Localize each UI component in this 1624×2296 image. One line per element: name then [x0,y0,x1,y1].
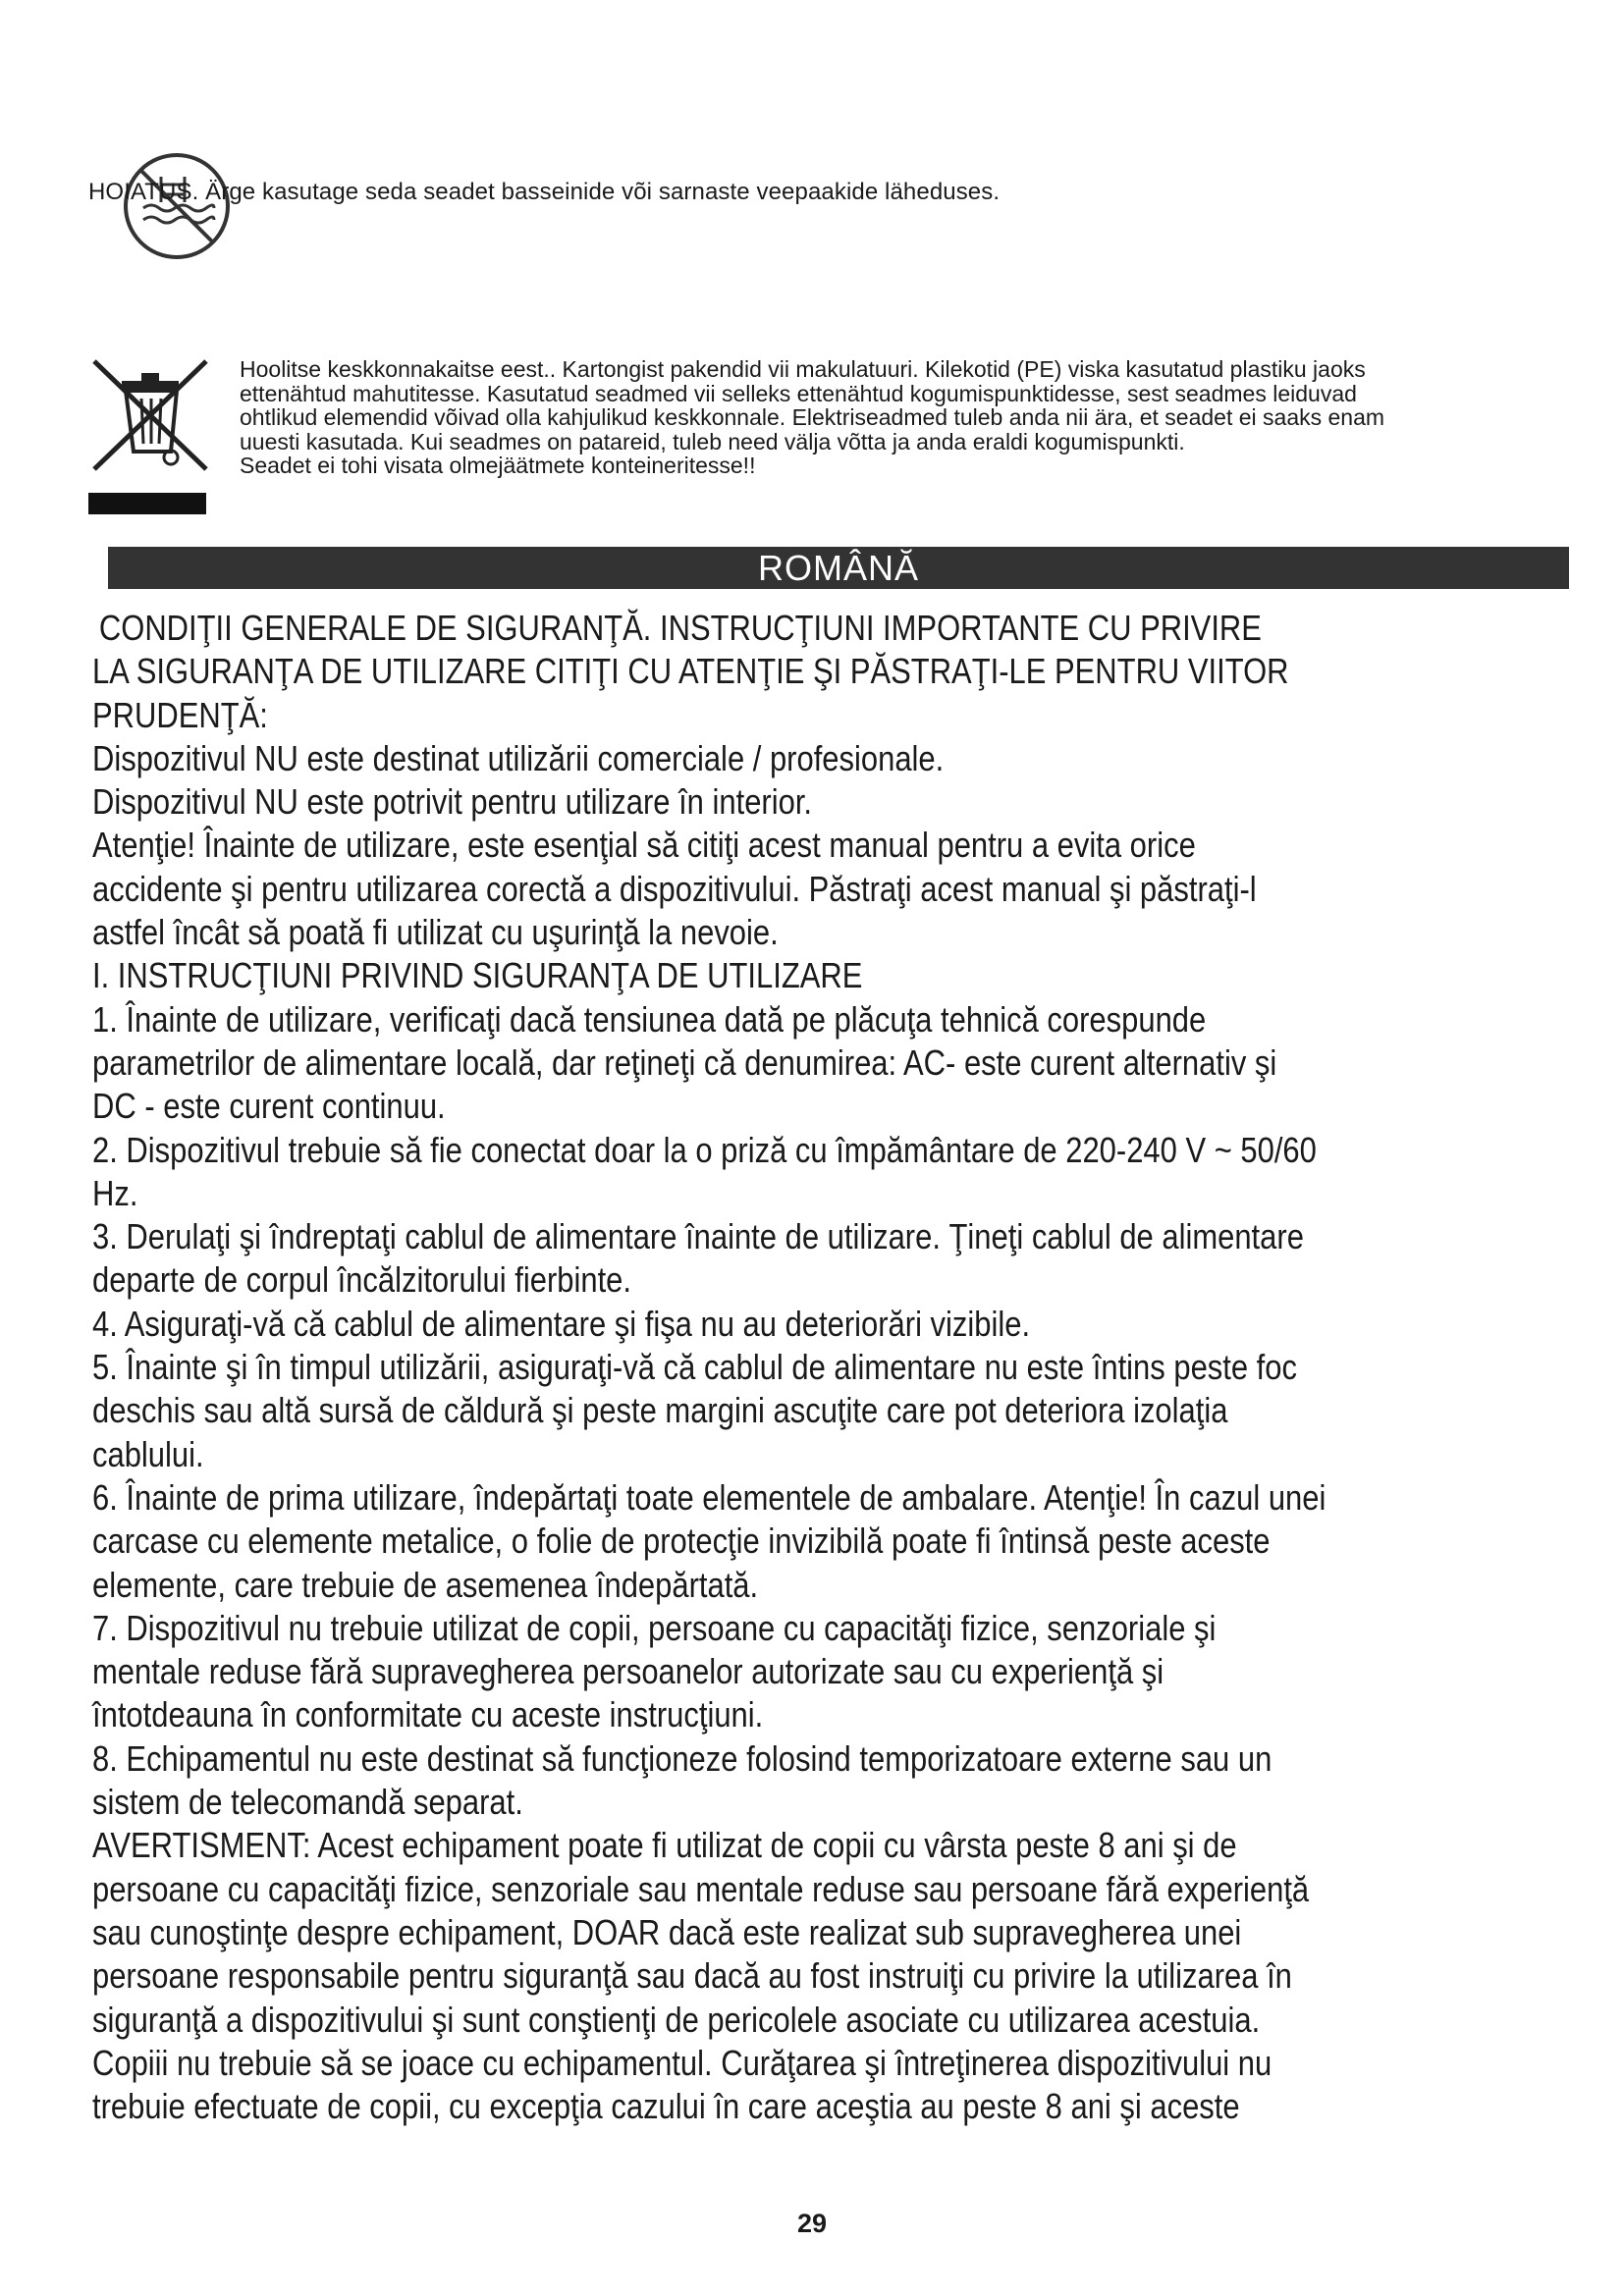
no-pool-icon [118,147,236,265]
recycling-info [86,353,1559,515]
text-line: carcase cu elemente metalice, o folie de protecţie invizibilă poate fi întinsă peste aceste [92,1521,1271,1562]
text-line: accidente şi pentru utilizarea corectă a dispozitivului. Păstraţi acest manual şi păstraţi-l [92,868,1257,909]
recycling-line: ohtlikud elemendid võivad olla kahjulikud keskkonnale. Elektriseadmed tuleb anda nii ära, et seadet ei saaks enam [240,404,1385,431]
text-line: cablului. [92,1433,204,1474]
text-line: persoane cu capacităţi fizice, senzoriale sau mentale reduse sau persoane fără experienţă [92,1868,1310,1909]
text-line: 4. Asiguraţi-vă că cablul de alimentare şi fişa nu au deteriorări vizibile. [92,1303,1031,1344]
text-line: 6. Înainte de prima utilizare, îndepărtaţi toate elementele de ambalare. Atenţie! În cazul unei [92,1476,1326,1518]
text-line: 5. Înainte şi în timpul utilizării, asiguraţi-vă că cablul de alimentare nu este întins peste foc [92,1347,1297,1388]
recycling-line: ettenähtud mahutitesse. Kasutatud seadmed vii selleks ettenähtud kogumispunktidesse, sest seadmes leiduvad [240,380,1357,406]
safety-instructions [92,607,1376,2128]
pool-warning [88,147,1463,265]
text-line: I. INSTRUCŢIUNI PRIVIND SIGURANŢA DE UTILIZARE [92,955,863,996]
text-line: DC - este curent continuu. [92,1086,446,1127]
text-line: astfel încât să poată fi utilizat cu uşurinţă la nevoie. [92,912,779,953]
text-line: deschis sau altă sursă de căldură şi peste margini ascuţite care pot deteriora izolaţia [92,1390,1228,1431]
text-line: AVERTISMENT: Acest echipament poate fi utilizat de copii cu vârsta peste 8 ani şi de [92,1825,1237,1866]
text-line: LA SIGURANŢA DE UTILIZARE CITIŢI CU ATENŢIE ŞI PĂSTRAŢI-LE PENTRU VIITOR [92,651,1289,692]
crossed-out-wheelie-bin-icon [86,353,214,476]
text-line: 1. Înainte de utilizare, verificaţi dacă tensiunea dată pe plăcuţa tehnică corespunde [92,998,1207,1040]
text-line: trebuie efectuate de copii, cu excepţia cazului în care aceştia au peste 8 ani şi aceste [92,2086,1240,2127]
text-line: Atenţie! Înainte de utilizare, este esenţial să citiţi acest manual pentru a evita orice [92,825,1196,866]
recycling-line: Seadet ei tohi visata olmejäätmete konteineritesse!! [240,453,756,479]
text-line: Hz. [92,1172,138,1213]
warning-message: . Ärge kasutage seda seadet basseinide või sarnaste veepaakide läheduses. [191,179,1001,205]
text-line: persoane responsabile pentru siguranţă sau dacă au fost instruiţi cu privire la utilizarea în [92,1955,1292,1997]
text-line: 7. Dispozitivul nu trebuie utilizat de copii, persoane cu capacităţi fizice, senzoriale şi [92,1607,1217,1648]
warning-label: HOIATUS [88,179,192,205]
text-line: Copiii nu trebuie să se joace cu echipamentul. Curăţarea şi întreţinerea dispozitivului nu [92,2042,1272,2083]
recycling-line: Hoolitse keskkonnakaitse eest.. Kartongist pakendid vii makulatuuri. Kilekotid (PE) viska kasutatud plastiku jaoks [240,356,1366,382]
text-line: sistem de telecomandă separat. [92,1782,523,1823]
text-line: mentale reduse fără supravegherea persoanelor autorizate sau cu experienţă şi [92,1651,1164,1692]
weee-bar [88,493,206,514]
section-header: ROMÂNĂ [108,547,1569,589]
text-line: 8. Echipamentul nu este destinat să funcţioneze folosind temporizatoare externe sau un [92,1737,1272,1779]
text-line: siguranţă a dispozitivului şi sunt conştienţi de pericolele asociate cu utilizarea acestuia. [92,1999,1261,2040]
text-line: sau cunoştinţe despre echipament, DOAR dacă este realizat sub supravegherea unei [92,1911,1242,1952]
page-number: 29 [796,2209,828,2238]
text-line: întotdeauna în conformitate cu aceste instrucţiuni. [92,1694,764,1735]
text-line: parametrilor de alimentare locală, dar reţineţi că denumirea: AC- este curent alternativ şi [92,1041,1277,1083]
text-line: Dispozitivul NU este destinat utilizării comerciale / profesionale. [92,737,945,778]
recycling-line: uuesti kasutada. Kui seadmes on patareid, tuleb need välja võtta ja anda eraldi kogumispunkti. [240,428,1185,454]
text-line: Dispozitivul NU este potrivit pentru utilizare în interior. [92,781,813,823]
text-line: 3. Derulaţi şi îndreptaţi cablul de alimentare înainte de utilizare. Ţineţi cablul de alimentare [92,1216,1304,1257]
text-line: departe de corpul încălzitorului fierbinte. [92,1259,632,1301]
warning-text [88,179,1000,206]
text-line: CONDIŢII GENERALE DE SIGURANŢĂ. INSTRUCŢIUNI IMPORTANTE CU PRIVIRE [98,608,1262,648]
recycling-text [240,357,1614,478]
text-line: 2. Dispozitivul trebuie să fie conectat doar la o priză cu împământare de 220-240 V ~ 50/60 [92,1129,1317,1170]
text-line: PRUDENŢĂ: [92,694,268,735]
text-line: elemente, care trebuie de asemenea îndepărtată. [92,1564,759,1605]
